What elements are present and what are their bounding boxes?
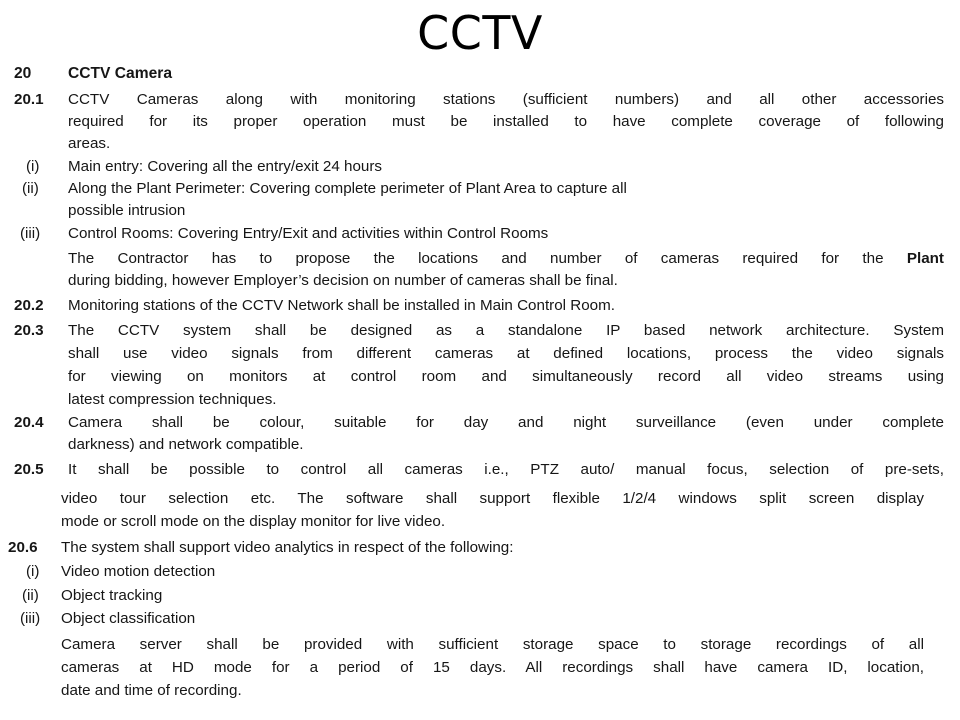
- clause-20-1-item-i-number: (i): [26, 158, 40, 175]
- clause-20-1-item-ii-line-1: Along the Plant Perimeter: Covering complete perimeter of Plant Area to capture all: [68, 180, 627, 197]
- clause-20-3-line-4: latest compression techniques.: [68, 391, 277, 408]
- section-number: 20: [14, 65, 32, 82]
- clause-20-4-line-1: Camera shall be colour, suitable for day and night surveillance (even under complete: [68, 414, 944, 431]
- clause-20-4-line-2: darkness) and network compatible.: [68, 436, 304, 453]
- clause-20-1-item-i-text: Main entry: Covering all the entry/exit 24 hours: [68, 158, 383, 175]
- clause-20-1-item-iii-text: Control Rooms: Covering Entry/Exit and activities within Control Rooms: [68, 225, 549, 242]
- clause-20-3-line-2: shall use video signals from different cameras at defined locations, process the video signals: [68, 345, 944, 362]
- clause-20-1-item-iii-number: (iii): [20, 225, 41, 242]
- clause-20-1-line-1: CCTV Cameras along with monitoring stations (sufficient numbers) and all other accessories: [68, 91, 944, 108]
- clause-20-6-line-1: The system shall support video analytics in respect of the following:: [61, 539, 514, 556]
- clause-20-6-paragraph-line-1: Camera server shall be provided with sufficient storage space to storage recordings of all: [61, 636, 924, 653]
- clause-20-1-item-ii-number: (ii): [22, 180, 39, 197]
- clause-20-1-number: 20.1: [14, 91, 44, 108]
- clause-20-6-item-i-text: Video motion detection: [61, 563, 216, 580]
- clause-20-2-line-1: Monitoring stations of the CCTV Network shall be installed in Main Control Room.: [68, 297, 615, 314]
- clause-20-5-line-2: video tour selection etc. The software shall support flexible 1/2/4 windows split screen display: [61, 490, 924, 507]
- clause-20-6-item-iii-text: Object classification: [61, 610, 196, 627]
- clause-20-1-paragraph-line-2: during bidding, however Employer’s decision on number of cameras shall be final.: [68, 272, 618, 289]
- clause-20-6-paragraph-line-3: date and time of recording.: [61, 682, 242, 699]
- clause-20-3-number: 20.3: [14, 322, 44, 339]
- clause-20-5-number: 20.5: [14, 461, 44, 478]
- clause-20-2-number: 20.2: [14, 297, 44, 314]
- clause-20-6-item-ii-number: (ii): [22, 587, 39, 604]
- clause-20-6-item-iii-number: (iii): [20, 610, 41, 627]
- clause-20-3-line-1: The CCTV system shall be designed as a standalone IP based network architecture. System: [68, 322, 944, 339]
- clause-20-5-line-3: mode or scroll mode on the display monitor for live video.: [61, 513, 446, 530]
- clause-20-6-item-i-number: (i): [26, 563, 40, 580]
- clause-20-1-paragraph-line-1: The Contractor has to propose the locations and number of cameras required for the Plant: [68, 250, 944, 267]
- clause-20-6-paragraph-line-2: cameras at HD mode for a period of 15 days. All recordings shall have camera ID, location,: [61, 659, 924, 676]
- clause-20-6-number: 20.6: [8, 539, 38, 556]
- clause-20-1-line-3: areas.: [68, 135, 111, 152]
- clause-20-5-line-1: It shall be possible to control all cameras i.e., PTZ auto/ manual focus, selection of pre-sets,: [68, 461, 944, 478]
- clause-20-1-item-ii-line-2: possible intrusion: [68, 202, 186, 219]
- clause-20-1-line-2: required for its proper operation must be installed to have complete coverage of following: [68, 113, 944, 130]
- clause-20-3-line-3: for viewing on monitors at control room and simultaneously record all video streams using: [68, 368, 944, 385]
- clause-20-4-number: 20.4: [14, 414, 44, 431]
- page-title: CCTV: [417, 6, 543, 60]
- clause-20-6-item-ii-text: Object tracking: [61, 587, 163, 604]
- section-heading: CCTV Camera: [68, 65, 172, 82]
